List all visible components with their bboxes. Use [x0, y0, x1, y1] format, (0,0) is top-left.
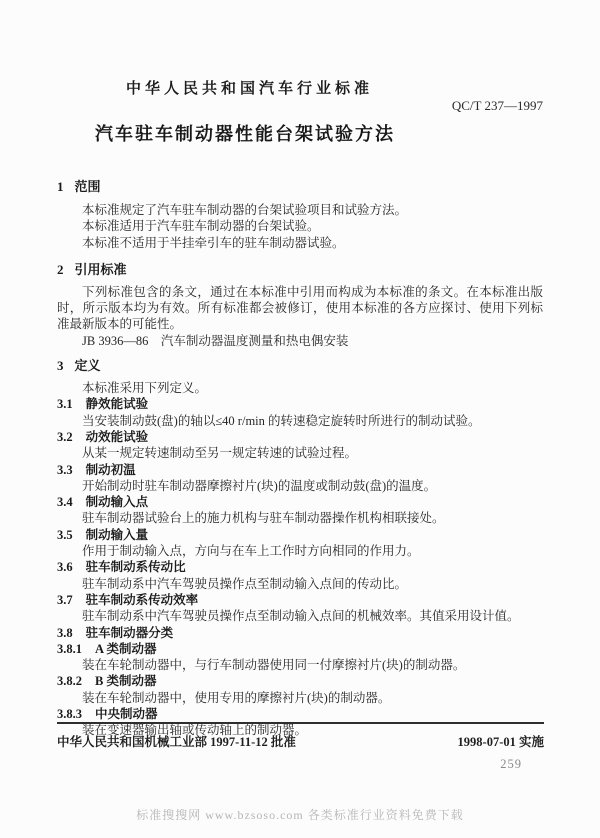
clause-body: 驻车制动器试验台上的施力机构与驻车制动器操作机构相联接处。: [82, 511, 445, 526]
definition-item: [57, 462, 543, 495]
clause-body: 驻车制动系中汽车驾驶员操作点至制动输入点间的传动比。: [82, 576, 408, 591]
clause-body: 作用于制动输入点，方向与在车上工作时方向相同的作用力。: [82, 544, 420, 559]
clause-number: 3.1: [57, 397, 73, 412]
section-3-heading: [57, 357, 543, 374]
approval-note: 中华人民共和国机械工业部 1997-11-12 批准: [57, 735, 296, 749]
standard-number: QC/T 237—1997: [451, 98, 543, 113]
clause-title: 驻车制动系传动效率: [85, 592, 199, 607]
paragraph: 下列标准包含的条文，通过在本标准中引用而构成为本标准的条文。在本标准出版时，所示版本均为有效。所有标准都会被修订，使用本标准的各方应探讨、使用下列标准最新版本的可能性。: [57, 284, 543, 332]
section-number: 2: [57, 261, 64, 277]
clause-number: 3.4: [57, 495, 73, 510]
clause-title: 制动输入量: [85, 527, 149, 542]
clause-body: 从某一规定转速制动至另一规定转速的试验过程。: [82, 446, 358, 461]
definition-item: [57, 641, 543, 674]
clause-title: 驻车制动系传动比: [85, 560, 186, 575]
clause-number: 3.7: [57, 592, 73, 607]
paragraph: 本标准适用于汽车驻车制动器的台架试验。: [82, 219, 320, 234]
implementation-note: 1998-07-01 实施: [457, 735, 544, 749]
definition-heading: [57, 673, 543, 689]
footer-divider: [57, 722, 544, 724]
standard-org-line: 中华人民共和国汽车行业标准: [126, 81, 374, 97]
clause-body: 驻车制动系中汽车驾驶员操作点至制动输入点间的机械效率。其值采用设计值。: [82, 609, 520, 624]
clause-title: 制动输入点: [85, 495, 149, 510]
footer-row: [57, 732, 544, 750]
watermark-text: 标准搜搜网 www.bzsoso.com 各类标准行业资料免费下载: [136, 808, 464, 822]
clause-title: 制动初温: [85, 462, 136, 477]
clause-title: 动效能试验: [85, 429, 149, 444]
definition-heading: [57, 625, 543, 641]
definition-item: [57, 494, 543, 527]
definition-heading: [57, 706, 543, 722]
paragraph: 本标准规定了汽车驻车制动器的台架试验项目和试验方法。: [82, 203, 408, 217]
paragraph: 本标准不适用于半挂牵引车的驻车制动器试验。: [82, 235, 345, 250]
clause-body: 装在车轮制动器中，使用专用的摩擦衬片(块)的制动器。: [82, 690, 391, 705]
section-title: 定义: [74, 358, 101, 374]
definitions-intro: 本标准采用下列定义。: [82, 381, 208, 396]
clause-number: 3.3: [57, 462, 73, 477]
definition-heading: [57, 641, 543, 657]
clause-body: 装在变速器输出轴或传动轴上的制动器。: [82, 723, 308, 738]
definition-heading: [57, 592, 543, 608]
definition-heading: [57, 396, 543, 412]
definition-item: [57, 396, 543, 429]
definition-heading: [57, 527, 543, 543]
clause-number: 3.8: [57, 625, 73, 640]
document-title: 汽车驻车制动器性能台架试验方法: [95, 124, 395, 144]
clause-number: 3.8.2: [57, 674, 82, 689]
clause-title: 驻车制动器分类: [85, 625, 174, 640]
definition-item: [57, 429, 543, 462]
section-2-heading: [57, 261, 543, 278]
section-title: 引用标准: [74, 261, 127, 277]
clause-title: 中央制动器: [95, 707, 158, 722]
page-number: 259: [500, 757, 522, 771]
section-1-heading: [57, 178, 543, 195]
definition-item: [57, 527, 543, 560]
definition-item: [57, 625, 543, 641]
clause-number: 3.2: [57, 429, 73, 444]
section-number: 1: [57, 179, 64, 194]
definition-heading: [57, 559, 543, 575]
section-number: 3: [57, 358, 64, 374]
clause-number: 3.5: [57, 527, 73, 542]
definition-heading: [57, 462, 543, 478]
definition-heading: [57, 429, 543, 445]
clause-number: 3.8.3: [57, 707, 82, 722]
clause-title: A 类制动器: [95, 641, 157, 656]
section-1-body: [57, 202, 543, 251]
section-title: 范围: [74, 179, 101, 194]
referenced-standard: JB 3936—86 汽车制动器温度测量和热电偶安装: [82, 333, 349, 348]
definition-item: [57, 592, 543, 625]
clause-body: 当安装制动鼓(盘)的轴以≤40 r/min 的转速稳定旋转时所进行的制动试验。: [82, 413, 481, 428]
clause-title: 静效能试验: [85, 397, 149, 412]
clause-title: B 类制动器: [95, 674, 157, 689]
definition-item: [57, 673, 543, 706]
clause-body: 装在车轮制动器中，与行车制动器使用同一付摩擦衬片(块)的制动器。: [82, 658, 466, 673]
clause-body: 开始制动时驻车制动器摩擦衬片(块)的温度或制动鼓(盘)的温度。: [82, 478, 437, 493]
definition-item: [57, 559, 543, 592]
clause-number: 3.6: [57, 560, 73, 575]
definition-heading: [57, 494, 543, 510]
clause-number: 3.8.1: [57, 641, 82, 656]
